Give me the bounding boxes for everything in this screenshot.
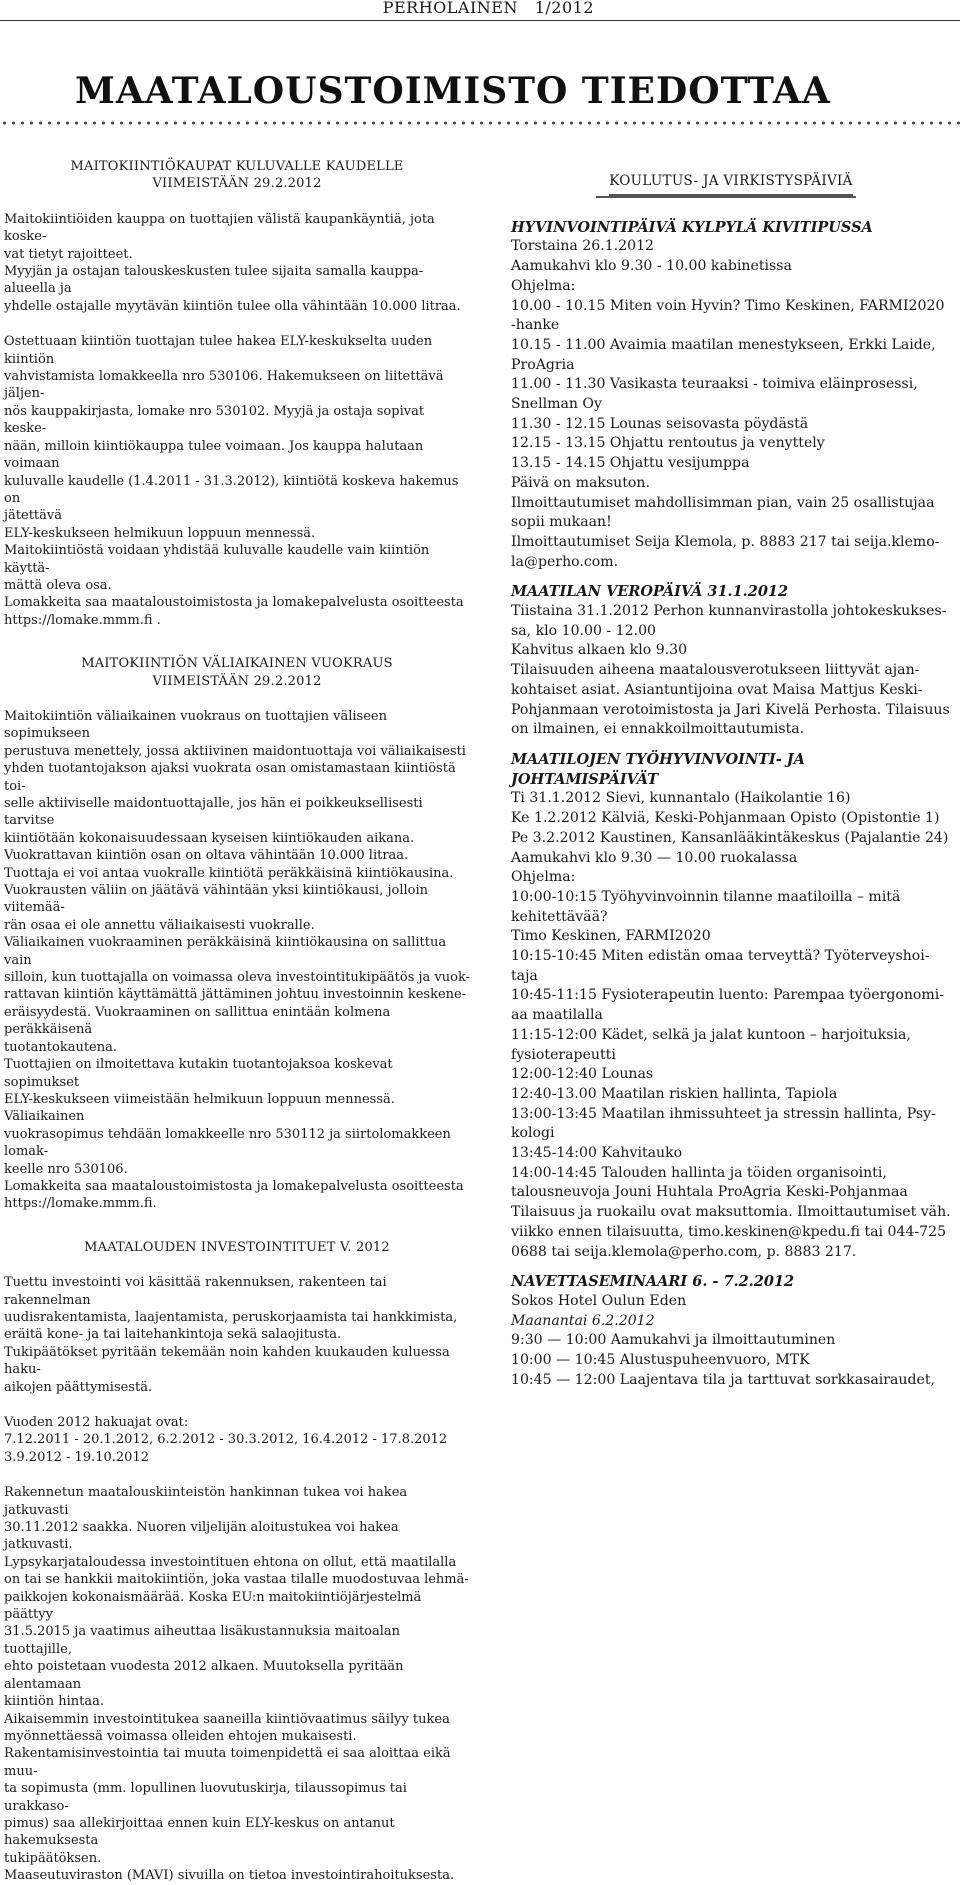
text-line: Aikaisemmin investointitukea saaneilla kiintiövaatimus säilyy tukea <box>4 1711 450 1727</box>
heading-line: MAITOKIINTIÖKAUPAT KULUVALLE KAUDELLE <box>70 159 404 174</box>
text-line: fysioterapeutti <box>511 1046 616 1063</box>
text-line: yhdelle ostajalle myytävän kiintiön tulee olla vähintään 10.000 litraa. <box>4 298 461 314</box>
text-line: eräitä kone- ja tai laitehankintoja sekä salaojitusta. <box>4 1327 342 1343</box>
text-line: 10:15-10:45 Miten edistän omaa terveyttä? Työterveyshoi- <box>511 948 930 965</box>
text-line: Ostettuaan kiintiön tuottajan tulee hakea ELY-keskukselta uuden kiintiön <box>4 334 433 367</box>
text-line: 30.11.2012 saakka. Nuoren viljelijän aloitustukea voi hakea jatkuvasti. <box>4 1520 399 1553</box>
text-line: 12:00-12:40 Lounas <box>511 1066 654 1083</box>
text-line: talousneuvoja Jouni Huhtala ProAgria Keski-Pohjanmaa <box>511 1184 908 1201</box>
heading-line: VIIMEISTÄÄN 29.2.2012 <box>152 176 322 192</box>
text-line: taja <box>511 967 538 984</box>
text-line: kuluvalle kaudelle (1.4.2011 - 31.3.2012), kiintiötä koskeva hakemus on <box>4 473 459 506</box>
text-line: Ohjelma: <box>511 869 576 886</box>
text-line: Vuoden 2012 hakuajat ovat: <box>4 1415 189 1430</box>
text-line: 10.00 - 10.15 Miten voin Hyvin? Timo Keskinen, FARMI2020 <box>511 297 945 314</box>
text-line: Kahvitus alkaen klo 9.30 <box>511 642 688 659</box>
text-line: yhden tuotantojakson ajaksi vuokrata osan omistamastaan kiintiöstä toi- <box>4 761 456 794</box>
text-line: 13:45-14:00 Kahvitauko <box>511 1145 683 1162</box>
text-line: paikkojen kokonaismäärää. Koska EU:n maitokiintiöjärjestelmä päättyy <box>4 1589 422 1623</box>
events-heading-text: KOULUTUS- JA VIRKISTYSPÄIVIÄ <box>609 172 852 196</box>
text-line: rattavan kiintiön käyttämättä jättäminen johtuu investoinnin keskene- <box>4 987 467 1003</box>
section-heading-investointituet <box>4 1239 470 1256</box>
text-line: Tukipäätökset pyritään tekemään noin kahden kuukauden kuluessa haku- <box>4 1344 450 1378</box>
text-line: Sokos Hotel Oulun Eden <box>511 1292 687 1309</box>
section-heading-kiintiokaupat <box>4 158 470 193</box>
text-line: mättä oleva osa. <box>4 577 112 593</box>
text-line: ta sopimusta (mm. lopullinen luovutuskirja, tilaussopimus tai urakkaso- <box>4 1781 407 1814</box>
paragraph <box>4 263 470 315</box>
text-line: kiintiötään kokonaisuudessaan kyseisen kiintiökauden aikana. <box>4 830 415 846</box>
text-line: Maitokiintiöstä voidaan yhdistää kuluvalle kaudelle vain kiintiön käyttä- <box>4 543 430 576</box>
text-line: Vuokrattavan kiintiön osan on oltava vähintään 10.000 litraa. <box>4 848 409 864</box>
event-title: MAATILOJEN TYÖHYVINVOINTI- JA JOHTAMISPÄIVÄT <box>511 750 805 788</box>
text-line: 10:00-10:15 Työhyvinvoinnin tilanne maatiloilla – mitä <box>511 888 901 905</box>
text-line: Ilmoittautumiset mahdollisimman pian, vain 25 osallistujaa <box>511 494 935 511</box>
text-line: Tuettu investointi voi käsittää rakennuksen, rakenteen tai rakennelman <box>4 1275 387 1308</box>
text-line: 11.00 - 11.30 Vasikasta teuraaksi - toimiva eläinprosessi, <box>511 376 918 393</box>
text-line: Lomakkeita saa maataloustoimistosta ja lomakepalvelusta osoitteesta <box>4 595 464 611</box>
text-line: vat tietyt rajoitteet. <box>4 246 133 262</box>
text-line: Maaseutuviraston (MAVI) sivuilla on tietoa investointirahoituksesta. <box>4 1868 455 1884</box>
text-line: Tiistaina 31.1.2012 Perhon kunnanvirastolla johtokeskukses- <box>511 603 947 620</box>
text-line: Ohjelma: <box>511 277 576 294</box>
dotted-divider <box>0 121 960 125</box>
event-title: NAVETTASEMINAARI 6. - 7.2.2012 <box>511 1273 795 1291</box>
text-line: Snellman Oy <box>511 396 602 413</box>
event-navettaseminaari <box>511 1272 951 1390</box>
link-text: https://lomake.mmm.fi . <box>4 612 161 628</box>
text-line: Maitokiintiöiden kauppa on tuottajien välistä kaupankäyntiä, jota koske- <box>4 211 435 245</box>
paragraph <box>4 708 470 1213</box>
text-line: 12.15 - 13.15 Ohjattu rentoutus ja venyttely <box>511 435 825 452</box>
text-line: Ti 31.1.2012 Sievi, kunnantalo (Haikolantie 16) <box>511 790 851 807</box>
paragraph <box>4 1414 470 1466</box>
text-line: ELY-keskukseen viimeistään helmikuun loppuun mennessä. Väliaikainen <box>4 1091 395 1125</box>
text-line: Myyjän ja ostajan talouskeskusten tulee sijaita samalla kauppa-alueella ja <box>4 264 424 297</box>
heading-line: VIIMEISTÄÄN 29.2.2012 <box>152 673 322 689</box>
section-heading-vuokraus <box>4 655 470 690</box>
text-line: Maitokiintiön väliaikainen vuokraus on tuottajien väliseen sopimukseen <box>4 708 387 742</box>
text-line: 7.12.2011 - 20.1.2012, 6.2.2012 - 30.3.2012, 16.4.2012 - 17.8.2012 <box>4 1432 448 1448</box>
text-line: kiintiön hintaa. <box>4 1694 105 1710</box>
text-line: viikko ennen tilaisuutta, timo.keskinen@kpedu.fi tai 044-725 <box>511 1223 947 1240</box>
text-line: Pohjanmaan verotoimistosta ja Jari Kivelä Perhosta. Tilaisuus <box>511 701 950 718</box>
paragraph <box>4 1484 470 1884</box>
text-line: Tuottaja ei voi antaa vuokralle kiintiötä peräkkäisinä kiintiökausina. <box>4 865 454 881</box>
text-line: uudisrakentamista, laajentamista, peruskorjaamista tai hankkimista, <box>4 1309 458 1325</box>
event-hyvinvointipaiva <box>511 218 951 573</box>
text-line: Päivä on maksuton. <box>511 474 650 491</box>
event-veropaiva <box>511 582 951 740</box>
text-line: pimus) saa allekirjoittaa ennen kuin ELY-keskus on antanut hakemuksesta <box>4 1815 395 1849</box>
text-line: myönnettäessä voimassa olleiden ehtojen mukaisesti. <box>4 1728 357 1744</box>
paragraph <box>4 333 470 629</box>
text-line: 13:00-13:45 Maatilan ihmissuhteet ja stressin hallinta, Psy- <box>511 1105 936 1122</box>
text-line: nään, milloin kiintiökauppa tulee voimaan. Jos kauppa halutaan voimaan <box>4 438 424 472</box>
text-line: Rakentamisinvestointia tai muuta toimenpidettä ei saa aloittaa eikä muu- <box>4 1746 451 1779</box>
text-line: 10.15 - 11.00 Avaimia maatilan menestykseen, Erkki Laide, <box>511 336 936 353</box>
text-line: 9:30 — 10:00 Aamukahvi ja ilmoittautuminen <box>511 1332 836 1349</box>
text-line: vahvistamista lomakkeella nro 530106. Hakemukseen on liitettävä jäljen- <box>4 369 444 402</box>
text-line: 10:00 — 10:45 Alustuspuheenvuoro, MTK <box>511 1352 810 1369</box>
event-title: HYVINVOINTIPÄIVÄ KYLPYLÄ KIVITIPUSSA <box>511 218 873 236</box>
text-line: 0688 tai seija.klemola@perho.com, p. 8883 217. <box>511 1243 857 1260</box>
text-line: 10:45 — 12:00 Laajentava tila ja tarttuvat sorkkasairaudet, <box>511 1371 935 1388</box>
text-line: kehitettävää? <box>511 908 608 925</box>
text-line: Väliaikainen vuokraaminen peräkkäisinä kiintiökausina on sallittua vain <box>4 935 447 968</box>
text-line: tuotantokautena. <box>4 1039 117 1055</box>
text-line: Tilaisuuden aiheena maatalousverotukseen liittyvät ajan- <box>511 662 920 679</box>
text-line: la@perho.com. <box>511 553 619 570</box>
text-line: Aamukahvi klo 9.30 — 10.00 ruokalassa <box>511 849 798 866</box>
text-line: aikojen päättymisestä. <box>4 1379 153 1395</box>
text-line: rän osaa ei ole annettu väliaikaisesti vuokralle. <box>4 917 315 933</box>
event-title: MAATILAN VEROPÄIVÄ 31.1.2012 <box>511 583 789 601</box>
text-line: keelle nro 530106. <box>4 1161 128 1177</box>
text-line: selle aktiiviselle maidontuottajalle, jos hän ei poikkeuksellisesti tarvitse <box>4 796 423 829</box>
text-line: ProAgria <box>511 356 575 373</box>
text-line: 11.30 - 12.15 Lounas seisovasta pöydästä <box>511 415 809 432</box>
paragraph <box>4 211 470 263</box>
text-line: aa maatilalla <box>511 1007 603 1024</box>
text-line: perustuva menettely, jossa aktiivinen maidontuottaja voi väliaikaisesti <box>4 743 466 759</box>
link-text: https://lomake.mmm.fi. <box>4 1196 157 1212</box>
text-line: 31.5.2015 ja vaatimus aiheuttaa lisäkustannuksia maitoalan tuottajille, <box>4 1624 401 1657</box>
text-line: 11:15-12:00 Kädet, selkä ja jalat kuntoon – harjoituksia, <box>511 1026 911 1043</box>
text-line: Timo Keskinen, FARMI2020 <box>511 928 711 945</box>
event-tyohyvinvointi <box>511 750 951 1262</box>
text-line: Ilmoittautumiset Seija Klemola, p. 8883 217 tai seija.klemo- <box>511 533 940 550</box>
text-line: Tilaisuus ja ruokailu ovat maksuttomia. Ilmoittautumiset väh. <box>511 1204 951 1221</box>
text-line: kohtaiset asiat. Asiantuntijoina ovat Maisa Mattjus Keski- <box>511 681 923 698</box>
text-line: on tai se hankkii maitokiintiön, joka vastaa tilalle muodostuvaa lehmä- <box>4 1572 469 1588</box>
heading-line: MAATALOUDEN INVESTOINTITUET V. 2012 <box>84 1239 390 1255</box>
text-line: Tuottajien on ilmoitettava kutakin tuotantojaksoa koskevat sopimukset <box>4 1057 393 1090</box>
text-line: ehto poistetaan vuodesta 2012 alkaen. Muutoksella pyritään alentamaan <box>4 1659 404 1692</box>
text-line: silloin, kun tuottajalla on voimassa oleva investointitukipäätös ja vuok- <box>4 970 471 986</box>
publication-header: PERHOLAINEN 1/2012 <box>382 0 594 17</box>
text-line: Pe 3.2.2012 Kaustinen, Kansanlääkintäkeskus (Pajalantie 24) <box>511 829 949 846</box>
text-line: Vuokrausten väliin on jäätävä vähintään yksi kiintiökausi, jolloin viitemää- <box>4 883 429 916</box>
text-line: 10:45-11:15 Fysioterapeutin luento: Parempaa työergonomi- <box>511 987 945 1004</box>
right-column <box>511 172 951 1390</box>
text-line: kologi <box>511 1125 555 1142</box>
text-line: nös kauppakirjasta, lomake nro 530102. Myyjä ja ostaja sopivat keske- <box>4 403 425 437</box>
text-line: tukipäätöksen. <box>4 1850 102 1866</box>
text-line: vuokrasopimus tehdään lomakkeelle nro 530112 ja siirtolomakkeen lomak- <box>4 1126 451 1160</box>
text-line: Lypsykarjataloudessa investointituen ehtona on ollut, että maatilalla <box>4 1554 457 1570</box>
paragraph <box>4 1274 470 1396</box>
event-day: Maanantai 6.2.2012 <box>511 1312 655 1329</box>
text-line: Aamukahvi klo 9.30 - 10.00 kabinetissa <box>511 258 792 275</box>
text-line: 12:40-13.00 Maatilan riskien hallinta, Tapiola <box>511 1085 838 1102</box>
text-line: 14:00-14:45 Talouden hallinta ja töiden organisointi, <box>511 1164 887 1181</box>
text-line: 3.9.2012 - 19.10.2012 <box>4 1449 149 1465</box>
text-line: jätettävä <box>4 508 62 524</box>
text-line: Rakennetun maatalouskiinteistön hankinnan tukea voi hakea jatkuvasti <box>4 1485 408 1518</box>
text-line: eräisyydestä. Vuokraaminen on sallittua enintään kolmena peräkkäisenä <box>4 1004 391 1038</box>
text-line: Lomakkeita saa maataloustoimistosta ja lomakepalvelusta osoitteesta <box>4 1178 464 1194</box>
text-line: sopii mukaan! <box>511 514 612 531</box>
text-line: sa, klo 10.00 - 12.00 <box>511 622 657 639</box>
text-line: -hanke <box>511 317 560 334</box>
text-line: Ke 1.2.2012 Kälviä, Keski-Pohjanmaan Opisto (Opistontie 1) <box>511 810 940 827</box>
text-line: on ilmainen, ei ennakkoilmoittautumista. <box>511 721 805 738</box>
text-line: ELY-keskukseen helmikuun loppuun mennessä. <box>4 525 316 541</box>
page-title: MAATALOUSTOIMISTO TIEDOTTAA <box>75 70 831 112</box>
events-heading <box>511 172 951 196</box>
left-column <box>4 158 470 1885</box>
heading-line: MAITOKIINTIÖN VÄLIAIKAINEN VUOKRAUS <box>81 656 393 672</box>
text-line: 13.15 - 14.15 Ohjattu vesijumppa <box>511 455 750 472</box>
text-line: Torstaina 26.1.2012 <box>511 238 655 255</box>
